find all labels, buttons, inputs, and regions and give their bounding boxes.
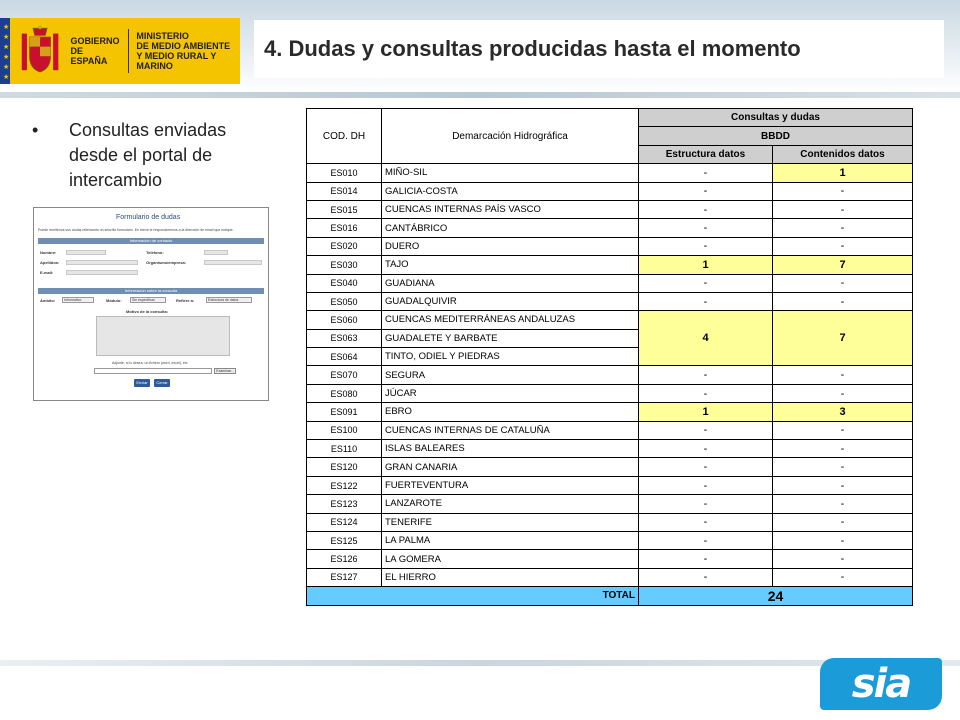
form-select-ambito[interactable]: Informativo — [62, 297, 94, 303]
cell-code: ES060 — [307, 311, 382, 329]
form-intro: Puede remitirnos sus dudas rellenando un sencillo formulario. En breve le responderemos a la dirección de email que indique. — [38, 228, 234, 232]
cell-demarcacion: LANZAROTE — [382, 495, 639, 513]
form-field-telefono[interactable] — [204, 250, 228, 255]
logo-divider — [128, 29, 129, 73]
cell-estructura: 4 — [639, 311, 773, 366]
cell-estructura: - — [639, 164, 773, 182]
form-select-refiere[interactable]: Estructura de datos — [206, 297, 252, 303]
bullet-icon: • — [32, 120, 39, 140]
cell-estructura: - — [639, 440, 773, 458]
cell-estructura: - — [639, 476, 773, 494]
cell-contenidos: - — [773, 513, 913, 531]
cell-contenidos: - — [773, 421, 913, 439]
cell-demarcacion: FUERTEVENTURA — [382, 476, 639, 494]
government-logo — [0, 18, 240, 84]
form-label-refiere: Refiere a: — [176, 298, 195, 303]
cell-code: ES063 — [307, 329, 382, 347]
cell-demarcacion: DUERO — [382, 237, 639, 255]
cell-contenidos: 1 — [773, 164, 913, 182]
government-name: GOBIERNO DE ESPAÑA — [70, 36, 120, 66]
header-demarcacion: Demarcación Hidrográfica — [382, 109, 639, 164]
cell-contenidos: - — [773, 292, 913, 310]
cell-estructura: 1 — [639, 403, 773, 421]
table-row — [307, 568, 913, 586]
table-row — [307, 311, 913, 329]
form-section-query: Información sobre la consulta — [38, 288, 264, 294]
cell-demarcacion: EBRO — [382, 403, 639, 421]
cell-contenidos: - — [773, 274, 913, 292]
form-browse-button[interactable]: Examinar... — [214, 368, 236, 374]
cell-estructura: - — [639, 219, 773, 237]
table-row — [307, 256, 913, 274]
cell-demarcacion: SEGURA — [382, 366, 639, 384]
header-divider — [0, 92, 960, 98]
page-title: 4. Dudas y consultas producidas hasta el momento — [264, 36, 801, 61]
form-field-nombre[interactable] — [66, 250, 106, 255]
cell-demarcacion: LA GOMERA — [382, 550, 639, 568]
form-attach-note: Adjunte, si lo desea, un fichero (word, excel), etc — [112, 361, 188, 365]
table-row — [307, 292, 913, 310]
cell-demarcacion: GUADIANA — [382, 274, 639, 292]
cell-estructura: - — [639, 513, 773, 531]
header-bbdd: BBDD — [639, 127, 913, 145]
cell-code: ES030 — [307, 256, 382, 274]
cell-code: ES125 — [307, 531, 382, 549]
cell-contenidos: - — [773, 200, 913, 218]
table-row — [307, 164, 913, 182]
table-row — [307, 366, 913, 384]
footer-divider — [0, 660, 960, 666]
cell-demarcacion: GALICIA-COSTA — [382, 182, 639, 200]
cell-code: ES091 — [307, 403, 382, 421]
form-field-apellidos[interactable] — [66, 260, 138, 265]
cell-estructura: - — [639, 531, 773, 549]
cell-estructura: - — [639, 421, 773, 439]
table-row — [307, 200, 913, 218]
cell-contenidos: - — [773, 237, 913, 255]
form-send-button[interactable]: Enviar — [134, 379, 150, 387]
table-row — [307, 513, 913, 531]
cell-code: ES100 — [307, 421, 382, 439]
form-label-organismo: Organismo/empresa: — [146, 260, 187, 265]
ministry-name: MINISTERIO DE MEDIO AMBIENTE Y MEDIO RURAL Y MARINO — [136, 31, 231, 71]
cell-demarcacion: CUENCAS INTERNAS PAÍS VASCO — [382, 200, 639, 218]
table-row — [307, 219, 913, 237]
header-contenidos: Contenidos datos — [773, 145, 913, 163]
cell-contenidos: - — [773, 495, 913, 513]
cell-contenidos: - — [773, 458, 913, 476]
form-field-organismo[interactable] — [204, 260, 262, 265]
eu-flag-icon: ★ ★ ★ ★ ★ ★ — [0, 18, 10, 84]
form-select-modulo[interactable]: Sin especificar — [130, 297, 166, 303]
table-row — [307, 476, 913, 494]
cell-contenidos: - — [773, 476, 913, 494]
cell-estructura: - — [639, 458, 773, 476]
cell-demarcacion: TAJO — [382, 256, 639, 274]
form-file-input[interactable] — [94, 368, 212, 374]
table-row — [307, 440, 913, 458]
total-label: TOTAL — [307, 587, 639, 605]
sia-logo — [820, 658, 942, 710]
form-textarea-motivo[interactable] — [96, 316, 230, 356]
cell-contenidos: - — [773, 384, 913, 402]
form-label-telefono: Teléfono: — [146, 250, 164, 255]
header-consultas: Consultas y dudas — [639, 109, 913, 127]
cell-contenidos: - — [773, 440, 913, 458]
cell-estructura: - — [639, 550, 773, 568]
cell-code: ES050 — [307, 292, 382, 310]
cell-code: ES122 — [307, 476, 382, 494]
cell-demarcacion: GRAN CANARIA — [382, 458, 639, 476]
header-code: COD. DH — [307, 109, 382, 164]
form-screenshot — [33, 207, 269, 401]
cell-estructura: - — [639, 366, 773, 384]
cell-estructura: - — [639, 182, 773, 200]
form-label-email: E-mail: — [40, 270, 54, 275]
cell-code: ES014 — [307, 182, 382, 200]
coat-of-arms-icon — [20, 21, 60, 81]
table-row — [307, 421, 913, 439]
cell-demarcacion: JÚCAR — [382, 384, 639, 402]
cell-contenidos: - — [773, 366, 913, 384]
cell-estructura: - — [639, 274, 773, 292]
table-row — [307, 403, 913, 421]
cell-demarcacion: EL HIERRO — [382, 568, 639, 586]
cell-code: ES070 — [307, 366, 382, 384]
cell-code: ES127 — [307, 568, 382, 586]
cell-code: ES016 — [307, 219, 382, 237]
cell-estructura: - — [639, 384, 773, 402]
table-row — [307, 495, 913, 513]
table-row — [307, 531, 913, 549]
cell-demarcacion: TINTO, ODIEL Y PIEDRAS — [382, 348, 639, 366]
cell-demarcacion: CUENCAS MEDITERRÁNEAS ANDALUZAS — [382, 311, 639, 329]
cell-demarcacion: GUADALQUIVIR — [382, 292, 639, 310]
table-row — [307, 550, 913, 568]
cell-contenidos: - — [773, 531, 913, 549]
cell-demarcacion: TENERIFE — [382, 513, 639, 531]
cell-code: ES124 — [307, 513, 382, 531]
cell-code: ES123 — [307, 495, 382, 513]
cell-code: ES120 — [307, 458, 382, 476]
table-row — [307, 182, 913, 200]
table-row — [307, 274, 913, 292]
title-box — [254, 20, 944, 78]
cell-code: ES020 — [307, 237, 382, 255]
cell-contenidos: - — [773, 182, 913, 200]
cell-contenidos: 7 — [773, 311, 913, 366]
cell-code: ES126 — [307, 550, 382, 568]
cell-contenidos: 3 — [773, 403, 913, 421]
cell-estructura: 1 — [639, 256, 773, 274]
consultas-table — [306, 108, 913, 606]
cell-estructura: - — [639, 568, 773, 586]
sia-logo-text: sia — [851, 661, 911, 707]
cell-demarcacion: GUADALETE Y BARBATE — [382, 329, 639, 347]
cell-code: ES015 — [307, 200, 382, 218]
cell-code: ES110 — [307, 440, 382, 458]
form-label-nombre: Nombre: — [40, 250, 57, 255]
total-value: 24 — [639, 587, 913, 605]
form-title: Formulario de dudas — [116, 214, 181, 221]
form-close-button[interactable]: Cerrar — [154, 379, 170, 387]
table-row — [307, 237, 913, 255]
form-section-contact: Información de contacto — [38, 238, 264, 244]
form-label-motivo: Motivo de la consulta: — [126, 309, 169, 314]
form-label-ambito: Ámbito: — [40, 298, 56, 303]
total-row — [307, 587, 913, 605]
cell-contenidos: - — [773, 550, 913, 568]
bullet-text: Consultas enviadas desde el portal de intercambio — [69, 120, 227, 190]
cell-demarcacion: MIÑO-SIL — [382, 164, 639, 182]
cell-code: ES080 — [307, 384, 382, 402]
cell-code: ES010 — [307, 164, 382, 182]
cell-contenidos: - — [773, 568, 913, 586]
cell-estructura: - — [639, 237, 773, 255]
cell-contenidos: 7 — [773, 256, 913, 274]
cell-estructura: - — [639, 200, 773, 218]
cell-demarcacion: CUENCAS INTERNAS DE CATALUÑA — [382, 421, 639, 439]
header-estructura: Estructura datos — [639, 145, 773, 163]
form-label-modulo: Módulo: — [106, 298, 122, 303]
form-field-email[interactable] — [66, 270, 138, 275]
table-row — [307, 458, 913, 476]
cell-demarcacion: ISLAS BALEARES — [382, 440, 639, 458]
cell-code: ES040 — [307, 274, 382, 292]
cell-estructura: - — [639, 292, 773, 310]
cell-code: ES064 — [307, 348, 382, 366]
cell-estructura: - — [639, 495, 773, 513]
cell-demarcacion: LA PALMA — [382, 531, 639, 549]
table-row — [307, 384, 913, 402]
form-label-apellidos: Apellidos: — [40, 260, 60, 265]
cell-contenidos: - — [773, 219, 913, 237]
cell-demarcacion: CANTÁBRICO — [382, 219, 639, 237]
